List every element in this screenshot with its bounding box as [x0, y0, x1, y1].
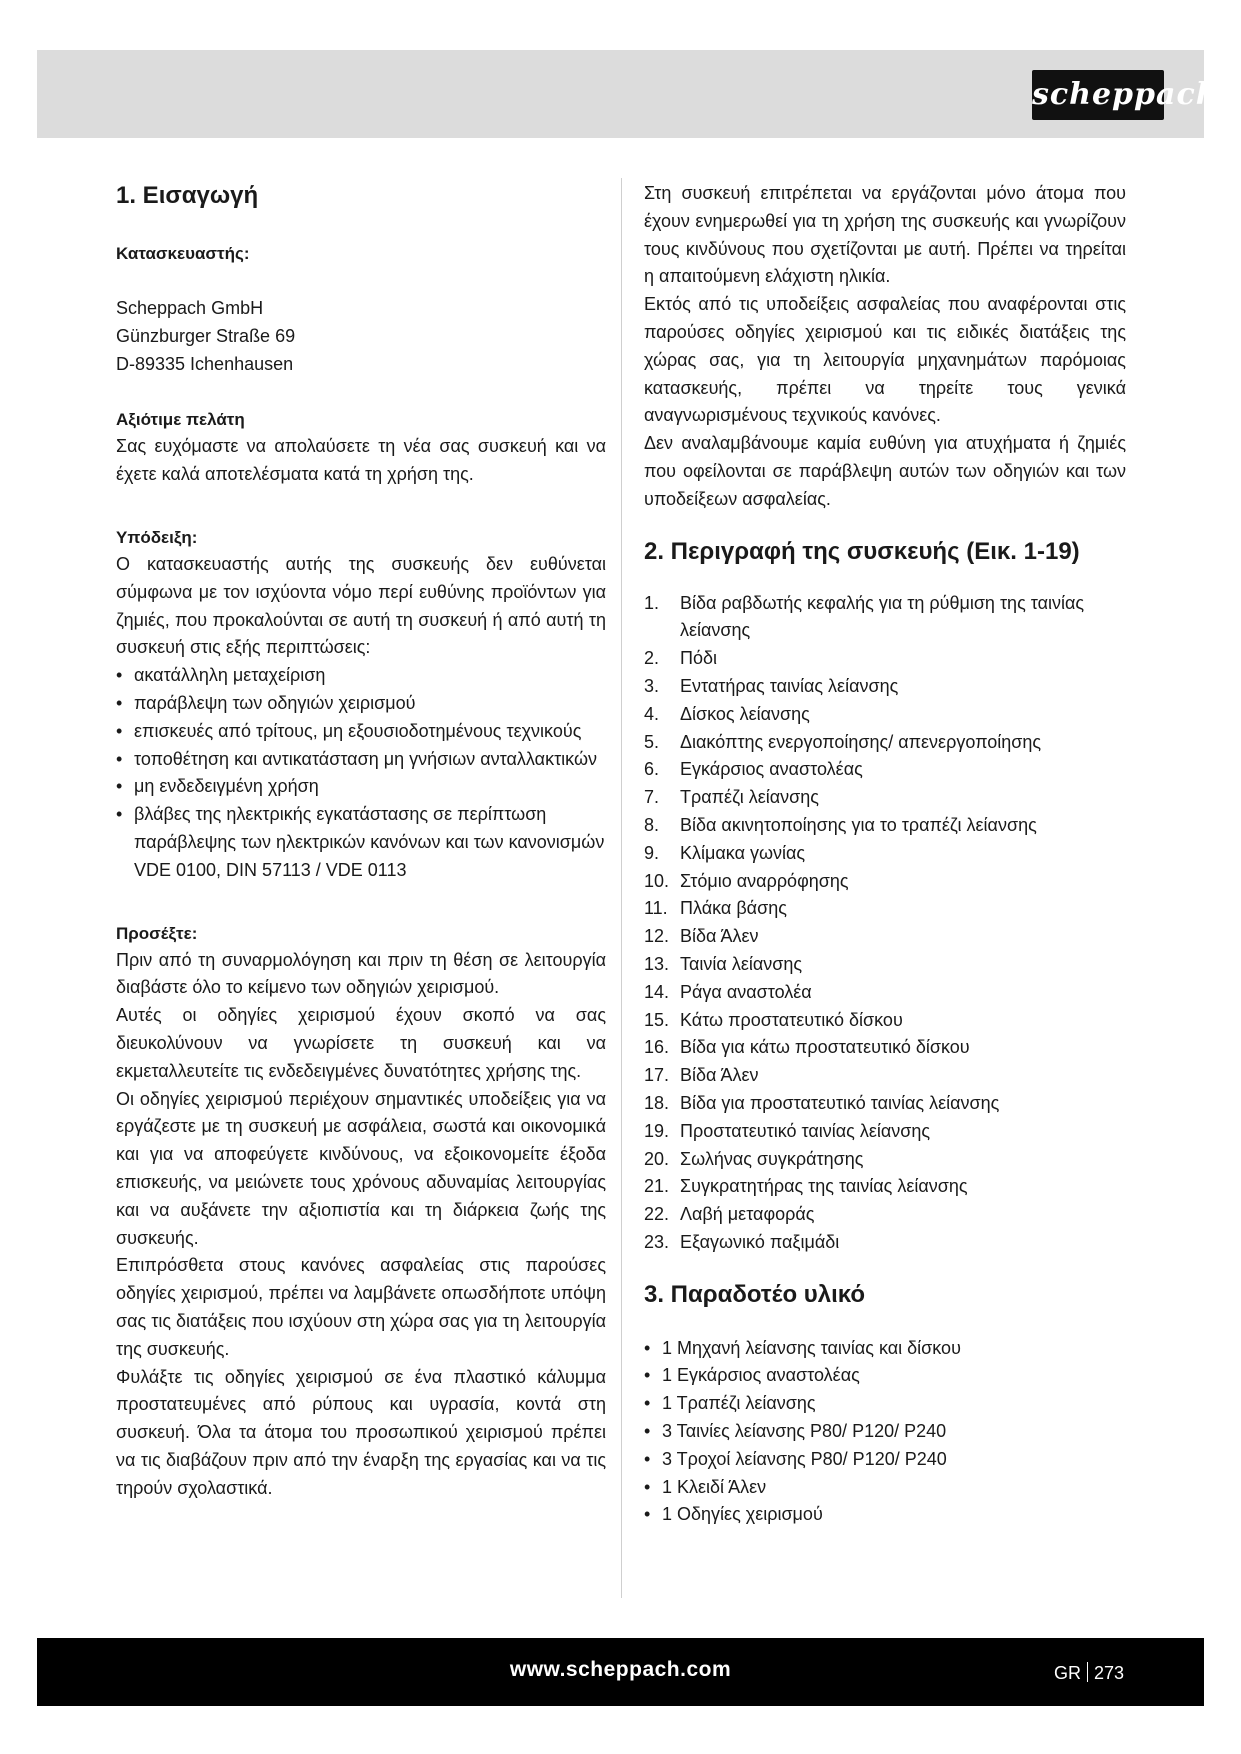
part-number: 8.: [644, 814, 660, 835]
part-item: [644, 701, 1126, 729]
part-item: [644, 1007, 1126, 1035]
part-item: [644, 840, 1126, 868]
part-item: [644, 979, 1126, 1007]
left-column: [116, 180, 606, 1502]
part-label: Κάτω προστατευτικό δίσκου: [680, 1009, 903, 1030]
part-label: Βίδα Άλεν: [680, 926, 759, 947]
dear-customer-label: Αξιότιμε πελάτη: [116, 410, 245, 430]
header-band: [37, 50, 1219, 138]
part-item: [644, 645, 1126, 673]
part-item: [644, 1201, 1126, 1229]
part-item: [644, 590, 1126, 646]
attention-paragraph: Φυλάξτε τις οδηγίες χειρισμού σε ένα πλαστικό κάλυμμα προστατευμένες από ρύπους και υγρασία, κοντά στη συσκευή. Όλα τα άτομα του προσωπικού χειρισμού πρέπει να τις διαβάζουν πριν από την έναρξη της εργασίας και να τις τηρούν σχολαστικά.: [116, 1366, 606, 1498]
part-item: [644, 951, 1126, 979]
part-number: 2.: [644, 648, 660, 669]
part-label: Εντατήρας ταινίας λείανσης: [680, 675, 899, 696]
attention-paragraph: Οι οδηγίες χειρισμού περιέχουν σημαντικές υποδείξεις για να εργάζεστε με τη συσκευή με ασφάλεια, σωστά και οικονομικά και για να αποφεύγετε κινδύνους, να εξοικονομείτε έξοδα επισκευής, να μειώνετε τους χρόνους αδυναμίας λειτουργίας και να αυξάνετε την αξιοπιστία και τη διάρκεια ζωής της συσκευής.: [116, 1088, 606, 1248]
attention-paragraph: Επιπρόσθετα στους κανόνες ασφαλείας στις παρούσες οδηγίες χειρισμού, πρέπει να λαμβάνετε οπωσδήποτε υπόψη σας τις διατάξεις που ισχύουν στη χώρα σας για τη λειτουργία της συσκευής.: [116, 1255, 606, 1359]
address-line: Scheppach GmbH: [116, 298, 264, 318]
attention-label: Προσέξτε:: [116, 923, 198, 943]
attention-paragraph: Αυτές οι οδηγίες χειρισμού έχουν σκοπό να σας διευκολύνουν να γνωρίσετε τη συσκευή και να εκμεταλλευτείτε τις ενδεδειγμένες δυνατότητες χρήσης της.: [116, 1005, 606, 1081]
part-item: [644, 1090, 1126, 1118]
manufacturer-label: Κατασκευαστής:: [116, 244, 250, 263]
part-item: [644, 1034, 1126, 1062]
note-text: Ο κατασκευαστής αυτής της συσκευής δεν ευθύνεται σύμφωνα με τον ισχύοντα νόμο περί ευθύνης προϊόντων για ζημιές, που προκαλούνται σε αυτή τη συσκευή ή από αυτή τη συσκευή στις εξής περιπτώσεις:: [116, 553, 606, 658]
list-item: • βλάβες της ηλεκτρικής εγκατάστασης σε περίπτωση παράβλεψης των ηλεκτρικών κανόνων και των κανονισμών VDE 0100, DIN 57113 / VDE 0113: [116, 804, 605, 880]
part-label: Εξαγωνικό παξιμάδι: [680, 1231, 840, 1252]
footer: [37, 1638, 1204, 1706]
part-item: [644, 1173, 1126, 1201]
address-line: D-89335 Ichenhausen: [116, 353, 294, 374]
scheppach-logo: scheppach: [1032, 70, 1164, 120]
right-column: [644, 180, 1126, 1529]
delivery-item: • 1 Κλειδί Άλεν: [644, 1476, 767, 1497]
part-label: Ράγα αναστολέα: [680, 981, 812, 1002]
part-label: Συγκρατητήρας της ταινίας λείανσης: [680, 1176, 968, 1197]
part-label: Εγκάρσιος αναστολέας: [680, 759, 863, 780]
part-label: Δίσκος λείανσης: [680, 703, 810, 724]
part-number: 17.: [644, 1065, 670, 1086]
page-number: [1054, 1662, 1124, 1684]
part-label: Προστατευτικό ταινίας λείανσης: [680, 1120, 931, 1141]
part-number: 13.: [644, 953, 670, 974]
list-item: • επισκευές από τρίτους, μη εξουσιοδοτημένους τεχνικούς: [116, 720, 582, 741]
part-number: 4.: [644, 703, 660, 724]
language-code: GR: [1053, 1663, 1081, 1683]
part-item: [644, 1146, 1126, 1174]
footer-url: www.scheppach.com: [509, 1658, 732, 1681]
part-number: 18.: [644, 1092, 670, 1113]
dear-customer-text: Σας ευχόμαστε να απολαύσετε τη νέα σας συσκευή και να έχετε καλά αποτελέσματα κατά τη χρήση της.: [116, 436, 606, 485]
note-list: [116, 662, 606, 884]
part-label: Πλάκα βάσης: [680, 898, 787, 919]
part-number: 3.: [644, 675, 660, 696]
part-number: 22.: [644, 1204, 670, 1225]
part-label: Βίδα Άλεν: [680, 1065, 759, 1086]
list-item: • παράβλεψη των οδηγιών χειρισμού: [116, 692, 416, 713]
part-item: [644, 1118, 1126, 1146]
part-number: 21.: [644, 1176, 670, 1197]
part-item: [644, 895, 1126, 923]
part-number: 6.: [644, 759, 660, 780]
delivery-list: [644, 1335, 1126, 1530]
part-label: Βίδα για προστατευτικό ταινίας λείανσης: [680, 1092, 1000, 1113]
part-label: Βίδα ακινητοποίησης για το τραπέζι λείανσης: [680, 814, 1037, 835]
attention-paragraph: Πριν από τη συναρμολόγηση και πριν τη θέση σε λειτουργία διαβάστε όλο το κείμενο των οδηγιών χειρισμού.: [116, 949, 606, 998]
part-label: Ταινία λείανσης: [680, 953, 803, 974]
part-number: 9.: [644, 842, 660, 863]
part-item: [644, 756, 1126, 784]
delivery-item: • 3 Ταινίες λείανσης P80/ P120/ P240: [644, 1421, 947, 1442]
part-label: Διακόπτης ενεργοποίησης/ απενεργοποίησης: [680, 731, 1042, 752]
part-number: 10.: [644, 870, 670, 891]
part-item: [644, 1229, 1126, 1257]
list-item: • ακατάλληλη μεταχείριση: [116, 665, 326, 686]
column-divider: [621, 178, 622, 1598]
note-label: Υπόδειξη:: [116, 527, 198, 547]
section-2-title: 2. Περιγραφή της συσκευής (Εικ. 1-19): [644, 537, 1080, 565]
part-label: Λαβή μεταφοράς: [680, 1204, 815, 1225]
part-number: 15.: [644, 1009, 670, 1030]
part-item: [644, 868, 1126, 896]
part-item: [644, 729, 1126, 757]
page-num: 273: [1093, 1663, 1124, 1683]
section-1-title: 1. Εισαγωγή: [116, 182, 259, 209]
part-label: Βίδα ραβδωτής κεφαλής για τη ρύθμιση της ταινίας λείανσης: [680, 592, 1085, 641]
part-label: Τραπέζι λείανσης: [680, 787, 819, 808]
part-label: Στόμιο αναρρόφησης: [680, 870, 849, 891]
part-number: 1.: [644, 592, 660, 613]
delivery-item: • 1 Οδηγίες χειρισμού: [644, 1504, 823, 1525]
address-line: Günzburger Straße 69: [116, 325, 296, 346]
part-label: Σωλήνας συγκράτησης: [680, 1148, 864, 1169]
part-item: [644, 673, 1126, 701]
part-item: [644, 923, 1126, 951]
part-number: 23.: [644, 1231, 670, 1252]
part-number: 12.: [644, 926, 670, 947]
manufacturer-address: [116, 295, 606, 378]
section-3-title: 3. Παραδοτέο υλικό: [644, 1280, 866, 1308]
part-item: [644, 812, 1126, 840]
part-number: 11.: [644, 898, 668, 919]
part-label: Κλίμακα γωνίας: [680, 842, 806, 863]
parts-list: [644, 590, 1126, 1257]
delivery-item: • 1 Μηχανή λείανσης ταινίας και δίσκου: [644, 1337, 961, 1358]
part-item: [644, 1062, 1126, 1090]
part-number: 20.: [644, 1148, 670, 1169]
part-number: 7.: [644, 787, 660, 808]
part-number: 5.: [644, 731, 660, 752]
list-item: • μη ενδεδειγμένη χρήση: [116, 776, 319, 797]
intro-paragraph: Εκτός από τις υποδείξεις ασφαλείας που αναφέρονται στις παρούσες οδηγίες χειρισμού και τις ειδικές διατάξεις της χώρας σας, για τη λειτουργία μηχανημάτων παρόμοιας κατασκευής, πρέπει να τηρείτε τους γενικά αναγνωρισμένους τεχνικούς κανόνες.: [644, 294, 1126, 426]
part-label: Πόδι: [680, 648, 718, 669]
part-number: 19.: [644, 1120, 670, 1141]
part-label: Βίδα για κάτω προστατευτικό δίσκου: [680, 1037, 970, 1058]
part-item: [644, 784, 1126, 812]
intro-paragraph: Δεν αναλαμβάνουμε καμία ευθύνη για ατυχήματα ή ζημιές που οφείλονται σε παράβλεψη αυτών των οδηγιών και των υποδείξεων ασφαλείας.: [644, 433, 1126, 509]
delivery-item: • 1 Τραπέζι λείανσης: [644, 1393, 816, 1414]
list-item: • τοποθέτηση και αντικατάσταση μη γνήσιων ανταλλακτικών: [116, 748, 598, 769]
delivery-item: • 1 Εγκάρσιος αναστολέας: [644, 1365, 860, 1386]
part-number: 14.: [644, 981, 670, 1002]
intro-paragraph: Στη συσκευή επιτρέπεται να εργάζονται μόνο άτομα που έχουν ενημερωθεί για τη χρήση της συσκευής και γνωρίζουν τους κινδύνους που σχετίζονται με αυτή. Πρέπει να τηρείται η απαιτούμενη ελάχιστη ηλικία.: [644, 183, 1126, 287]
part-number: 16.: [644, 1037, 670, 1058]
delivery-item: • 3 Τροχοί λείανσης P80/ P120/ P240: [644, 1448, 947, 1469]
